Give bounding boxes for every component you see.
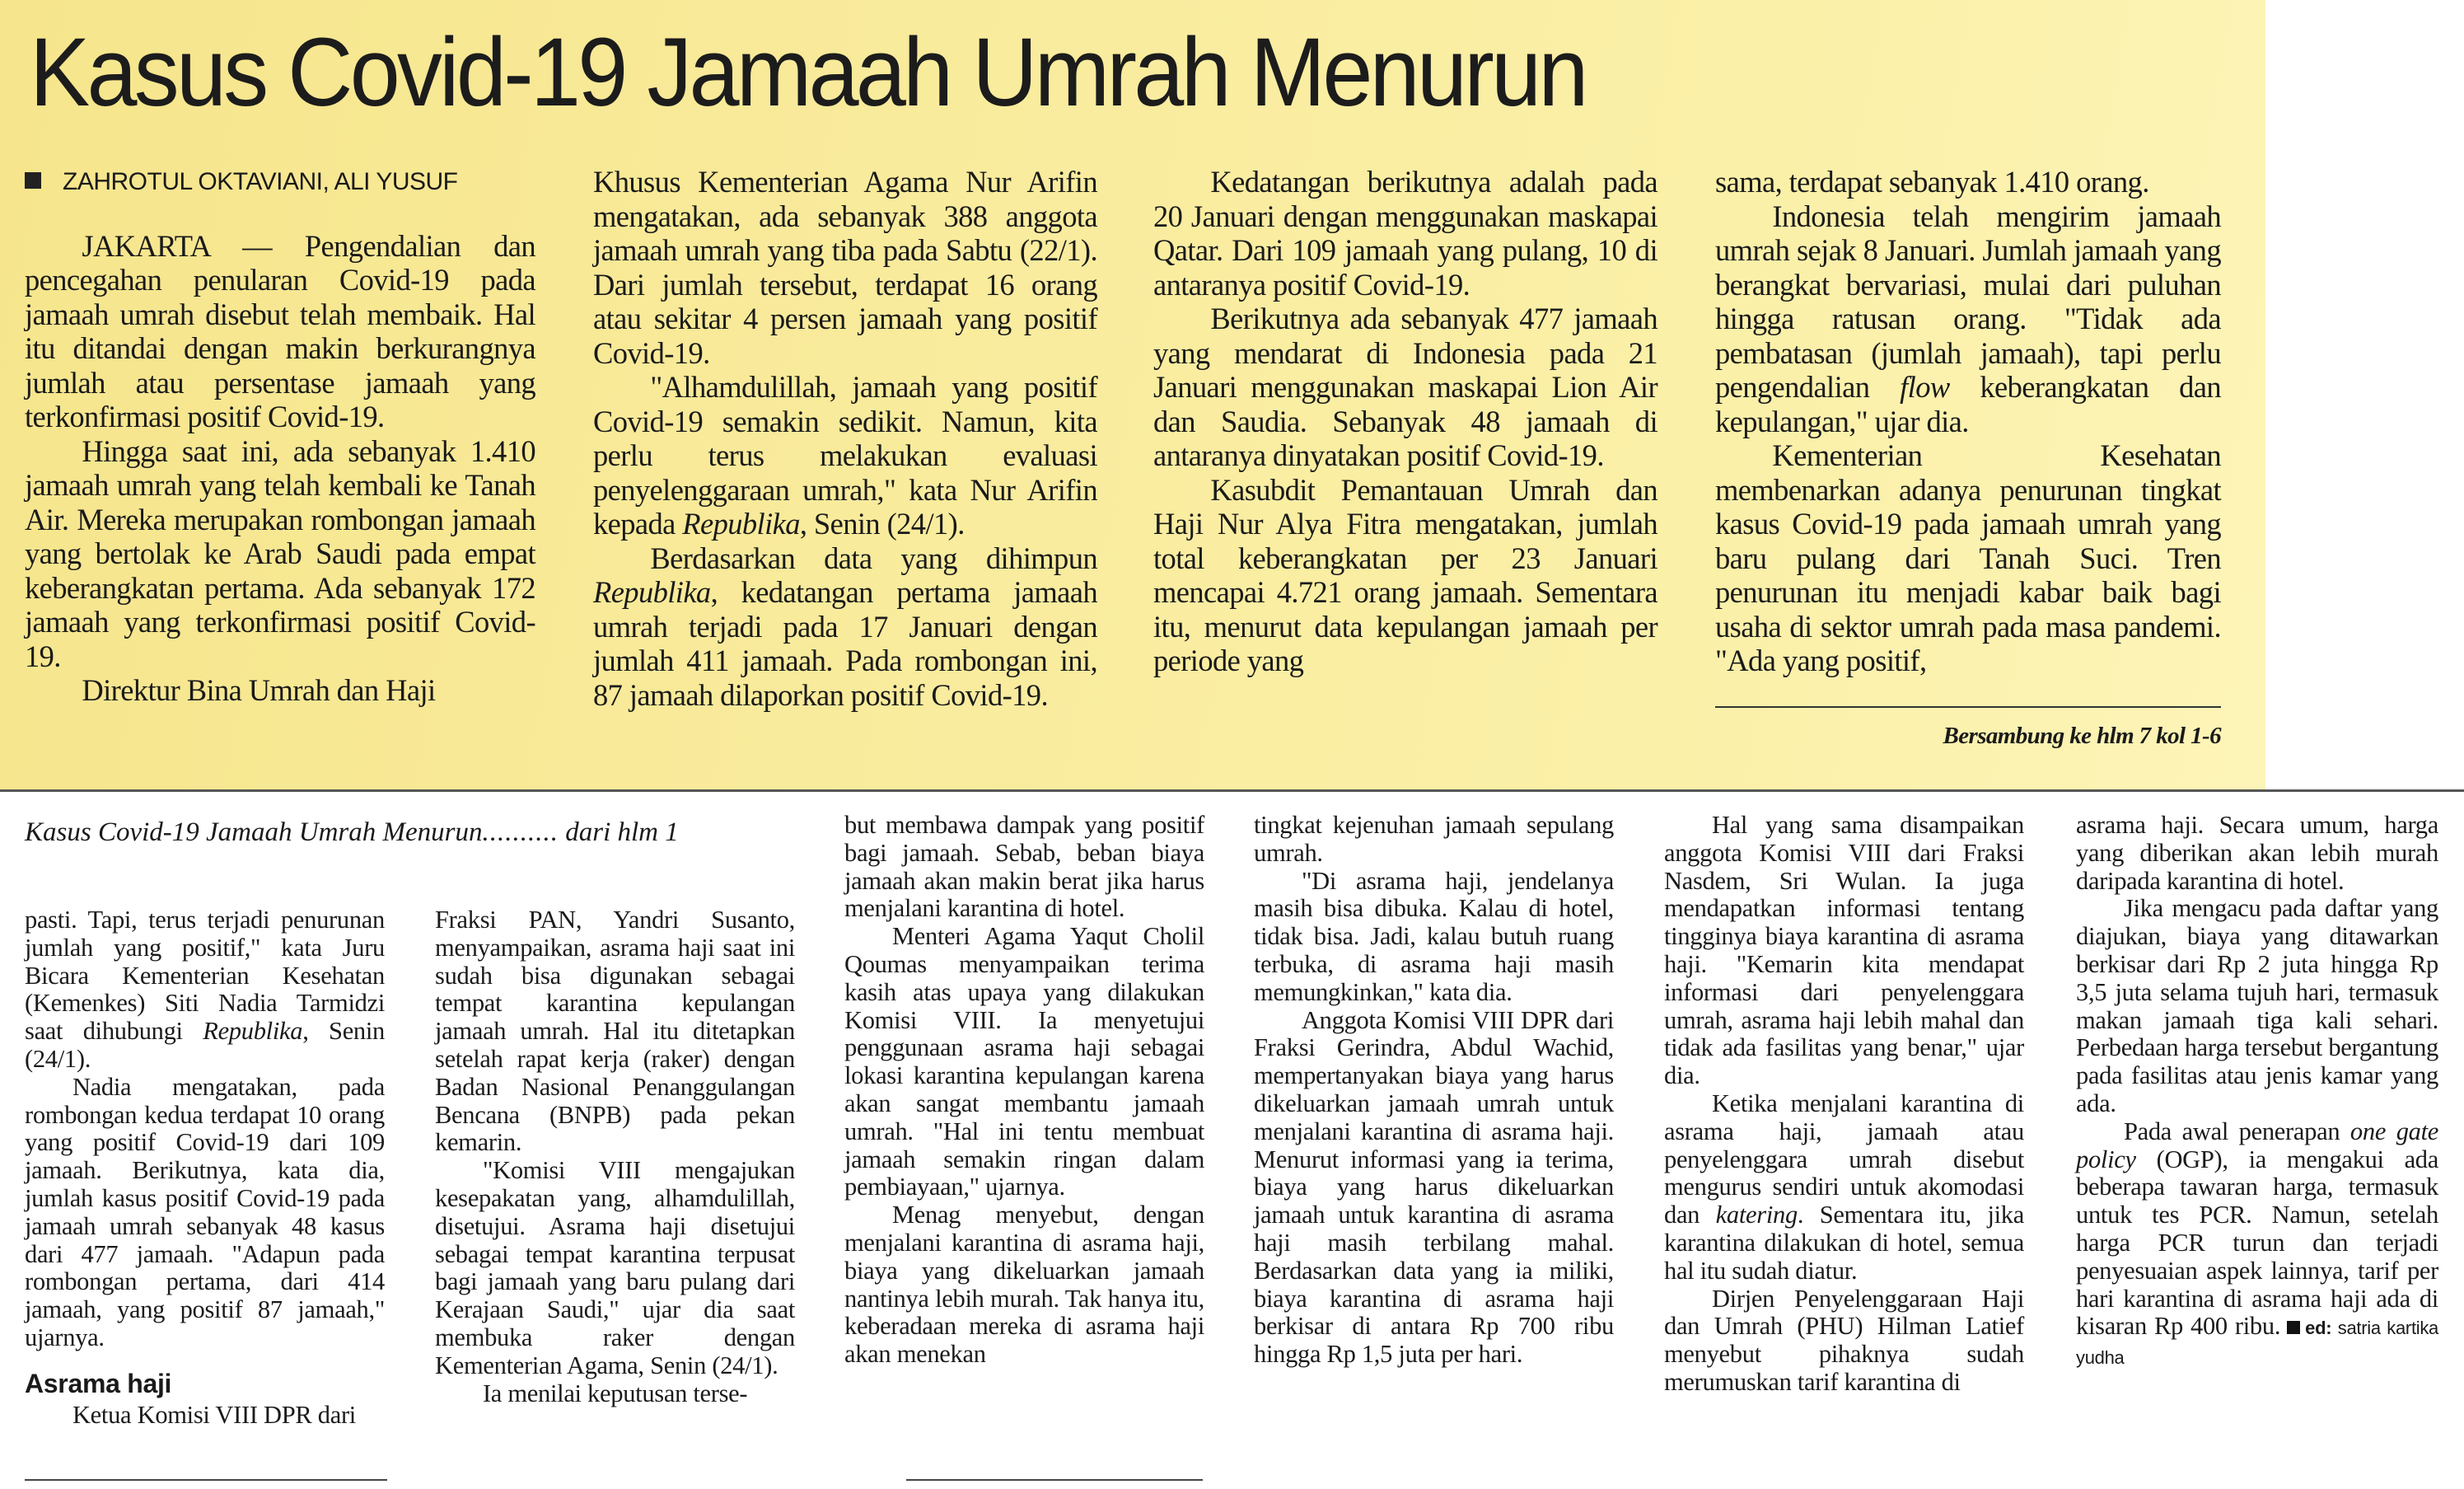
article-paragraph: "Alhamdulillah, jamaah yang positif Covid-19 semakin sedikit. Namun, kita perlu terus melakukan evaluasi penyelenggaraan umrah," kata Nur Arifin kepada Republika, Senin (24/1). bbox=[593, 370, 1097, 541]
editor-label: ed: bbox=[2305, 1318, 2332, 1339]
article-paragraph: Ketua Komisi VIII DPR dari bbox=[72, 1400, 356, 1429]
bottom-column-2 bbox=[435, 906, 795, 1407]
editor-credit bbox=[2076, 1318, 2438, 1368]
article-paragraph: Jika mengacu pada daftar yang diajukan, biaya yang ditawarkan berkisar dari Rp 2 juta hingga Rp 3,5 juta selama tujuh hari, termasuk makan jamaah tiga kali sehari. Perbedaan harga tersebut bergantung pada fasilitas atau jenis kamar yang ada. bbox=[2076, 894, 2438, 1117]
top-column-2 bbox=[593, 165, 1097, 712]
article-paragraph: sama, terdapat sebanyak 1.410 orang. bbox=[1715, 165, 2149, 199]
article-paragraph: Anggota Komisi VIII DPR dari Fraksi Gerindra, Abdul Wachid, mempertanyakan biaya yang harus dikeluarkan jamaah umrah untuk menjalani karantina di asrama haji. Menurut informasi yang ia terima, biaya yang harus dikeluarkan jamaah untuk karantina di asrama haji masih terbilang mahal. Berdasarkan data yang ia miliki, biaya karantina di asrama haji berkisar di antara Rp 700 ribu hingga Rp 1,5 juta per hari. bbox=[1254, 1005, 1614, 1369]
article-paragraph: Dirjen Penyelenggaraan Haji dan Umrah (PHU) Hilman Latief menyebut pihaknya sudah merumuskan tarif karantina di bbox=[1664, 1284, 2024, 1396]
column-rule bbox=[25, 1479, 387, 1481]
article-paragraph: Fraksi PAN, Yandri Susanto, menyampaikan, asrama haji saat ini sudah bisa digunakan sebagai tempat karantina kepulangan jamaah umrah. Hal itu ditetapkan setelah rapat kerja (raker) dengan Badan Nasional Penanggulangan Bencana (BNPB) pada pekan kemarin. bbox=[435, 906, 795, 1157]
article-paragraph: "Komisi VIII mengajukan kesepakatan yang, alhamdulillah, disetujui. Asrama haji disetujui sebagai tempat karantina terpusat bagi jamaah yang baru pulang dari Kerajaan Saudi," ujar dia saat membuka raker dengan Kementerian Agama, Senin (24/1). bbox=[435, 1156, 795, 1379]
article-paragraph: Hingga saat ini, ada sebanyak 1.410 jamaah umrah yang telah kembali ke Tanah Air. Mereka merupakan rombongan jamaah yang bertolak ke Arab Saudi pada empat keberangkatan pertama. Ada sebanyak 172 jamaah yang terkonfirmasi positif Covid-19. bbox=[25, 433, 535, 673]
article-paragraph: asrama haji. Secara umum, harga yang diberikan akan lebih murah daripada karantina di hotel. bbox=[2076, 811, 2438, 895]
article-paragraph: Indonesia telah mengirim jamaah umrah sejak 8 Januari. Jumlah jamaah yang berangkat bervariasi, mulai dari puluhan hingga ratusan orang. "Tidak ada pembatasan (jumlah jamaah), tapi perlu pengendalian flow keberangkatan dan kepulangan," ujar dia. bbox=[1715, 199, 2221, 438]
bottom-column-3 bbox=[844, 812, 1204, 1369]
italic-term: Republika bbox=[203, 1017, 303, 1046]
continued-rule bbox=[1715, 706, 2221, 708]
top-column-1 bbox=[25, 165, 535, 708]
byline-authors: ZAHROTUL OKTAVIANI, ALI YUSUF bbox=[63, 168, 458, 195]
byline bbox=[25, 165, 535, 199]
italic-term: one gate policy bbox=[2076, 1117, 2439, 1173]
article-paragraph: pasti. Tapi, terus terjadi penurunan jumlah yang positif," kata Juru Bicara Kementerian Kesehatan (Kemenkes) Siti Nadia Tarmidzi saat dihubungi Republika, Senin (24/1). bbox=[25, 906, 386, 1073]
article-paragraph: tingkat kejenuhan jamaah sepulang umrah. bbox=[1254, 811, 1614, 867]
article-paragraph: Kementerian Kesehatan membenarkan adanya penurunan tingkat kasus Covid-19 pada jamaah umrah yang baru pulang dari Tanah Suci. Tren penurunan itu menjadi kabar baik bagi usaha di sektor umrah pada masa pandemi. "Ada yang positif, bbox=[1715, 438, 2221, 677]
continued-from-header bbox=[25, 817, 795, 848]
article-paragraph: Menteri Agama Yaqut Cholil Qoumas menyampaikan terima kasih atas upaya yang dilakukan Komisi VIII. Ia menyetujui penggunaan asrama haji sebagai lokasi karantina kepulangan karena akan sangat membantu jamaah umrah. "Hal ini tentu membuat jamaah semakin ringan dalam pembiayaan," ujarnya. bbox=[844, 922, 1204, 1201]
editor-name: satria kartika yudha bbox=[2076, 1318, 2438, 1369]
bottom-column-6 bbox=[2076, 812, 2438, 1372]
article-paragraph: JAKARTA — Pengendalian dan pencegahan penularan Covid-19 pada jamaah umrah disebut telah membaik. Hal itu ditandai dengan makin berkurangnya jumlah atau persentase jamaah yang terkonfirmasi positif Covid-19. bbox=[25, 228, 535, 433]
article-paragraph: Ketika menjalani karantina di asrama haji, jamaah atau penyelenggara umrah disebut mengurus sendiri untuk akomodasi dan katering. Sementara itu, jika karantina dilakukan di hotel, semua hal itu sudah diatur. bbox=[1664, 1089, 2024, 1285]
article-paragraph: Pada awal penerapan one gate policy (OGP), ia mengakui ada beberapa tawaran harga, termasuk untuk tes PCR. Namun, setelah harga PCR turun dan terjadi penyesuaian aspek lainnya, tarif per hari karantina di asrama haji ada di kisaran Rp 400 ribu. ed: satria kartika yudha bbox=[2076, 1117, 2439, 1369]
article-paragraph: Berikutnya ada sebanyak 477 jamaah yang mendarat di Indonesia pada 21 Januari menggunakan maskapai Lion Air dan Saudia. Sebanyak 48 jamaah di antaranya dinyatakan positif Covid-19. bbox=[1153, 302, 1657, 472]
headline: Kasus Covid-19 Jamaah Umrah Menurun bbox=[30, 18, 1586, 127]
continued-to-note: Bersambung ke hlm 7 kol 1-6 bbox=[1943, 722, 2221, 749]
bottom-column-4 bbox=[1254, 812, 1614, 1369]
bottom-column-1 bbox=[25, 906, 385, 1429]
article-paragraph: Hal yang sama disampaikan anggota Komisi VIII dari Fraksi Nasdem, Sri Wulan. Ia juga mendapatkan informasi tentang tingginya biaya karantina di asrama haji. "Kemarin kita mendapat informasi dari penyelenggara umrah, asrama haji lebih mahal dan tidak ada fasilitas yang benar," ujar dia. bbox=[1664, 811, 2024, 1090]
square-bullet-icon bbox=[25, 172, 41, 189]
top-column-3 bbox=[1153, 165, 1657, 678]
article-paragraph: Nadia mengatakan, pada rombongan kedua terdapat 10 orang yang positif Covid-19 dari 109 jamaah. Berikutnya, kata dia, jumlah kasus positif Covid-19 pada jamaah umrah sebanyak 48 kasus dari 477 jamaah. "Adapun pada rombongan pertama, dari 414 jamaah, yang positif 87 jamaah," ujarnya. bbox=[25, 1072, 385, 1351]
top-column-4 bbox=[1715, 165, 2221, 753]
subheading: Asrama haji bbox=[25, 1368, 172, 1398]
italic-term: Republika bbox=[682, 507, 800, 541]
end-mark-icon bbox=[2287, 1321, 2300, 1334]
bottom-column-5 bbox=[1664, 812, 2024, 1397]
article-paragraph: Berdasarkan data yang dihimpun Republika, kedatangan pertama jamaah umrah terjadi pada 17 Januari dengan jumlah 411 jamaah. Pada rombongan ini, 87 jamaah dilaporkan positif Covid-19. bbox=[593, 541, 1097, 712]
article-paragraph: Kasubdit Pemantauan Umrah dan Haji Nur Alya Fitra mengatakan, jumlah total keberangkatan per 23 Januari mencapai 4.721 orang jamaah. Sementara itu, menurut data kepulangan jamaah per periode yang bbox=[1153, 472, 1657, 677]
article-paragraph: "Di asrama haji, jendelanya masih bisa dibuka. Kalau di hotel, tidak bisa. Jadi, kalau butuh ruang terbuka, di asrama haji masih memungkinkan," kata dia. bbox=[1254, 866, 1614, 1006]
article-paragraph: Menag menyebut, dengan menjalani karantina di asrama haji, biaya yang dikeluarkan jamaah nantinya lebih murah. Tak hanya itu, keberadaan mereka di asrama haji akan menekan bbox=[844, 1201, 1204, 1369]
italic-term: flow bbox=[1900, 370, 1950, 404]
column-rule bbox=[906, 1479, 1203, 1481]
article-paragraph: Kedatangan berikutnya adalah pada 20 Januari dengan menggunakan maskapai Qatar. Dari 109 jamaah yang pulang, 10 di antaranya positif Covid-19. bbox=[1153, 165, 1657, 302]
section-divider bbox=[0, 789, 2464, 792]
article-paragraph: Ia menilai keputusan terse- bbox=[482, 1379, 748, 1407]
article-paragraph: Khusus Kementerian Agama Nur Arifin mengatakan, ada sebanyak 388 anggota jamaah umrah yang tiba pada Sabtu (22/1). Dari jumlah tersebut, terdapat 16 orang atau sekitar 4 persen jamaah yang positif Covid-19. bbox=[593, 165, 1097, 370]
continued-page: dari hlm 1 bbox=[565, 817, 679, 847]
italic-term: katering bbox=[1715, 1201, 1798, 1229]
leader-dots: .......... bbox=[482, 817, 559, 847]
article-paragraph: but membawa dampak yang positif bagi jamaah. Sebab, beban biaya jamaah akan makin berat jika harus menjalani karantina di hotel. bbox=[844, 811, 1204, 923]
article-paragraph: Direktur Bina Umrah dan Haji bbox=[82, 673, 436, 707]
continued-title: Kasus Covid-19 Jamaah Umrah Menurun bbox=[25, 817, 483, 847]
italic-term: Republika bbox=[593, 575, 711, 609]
